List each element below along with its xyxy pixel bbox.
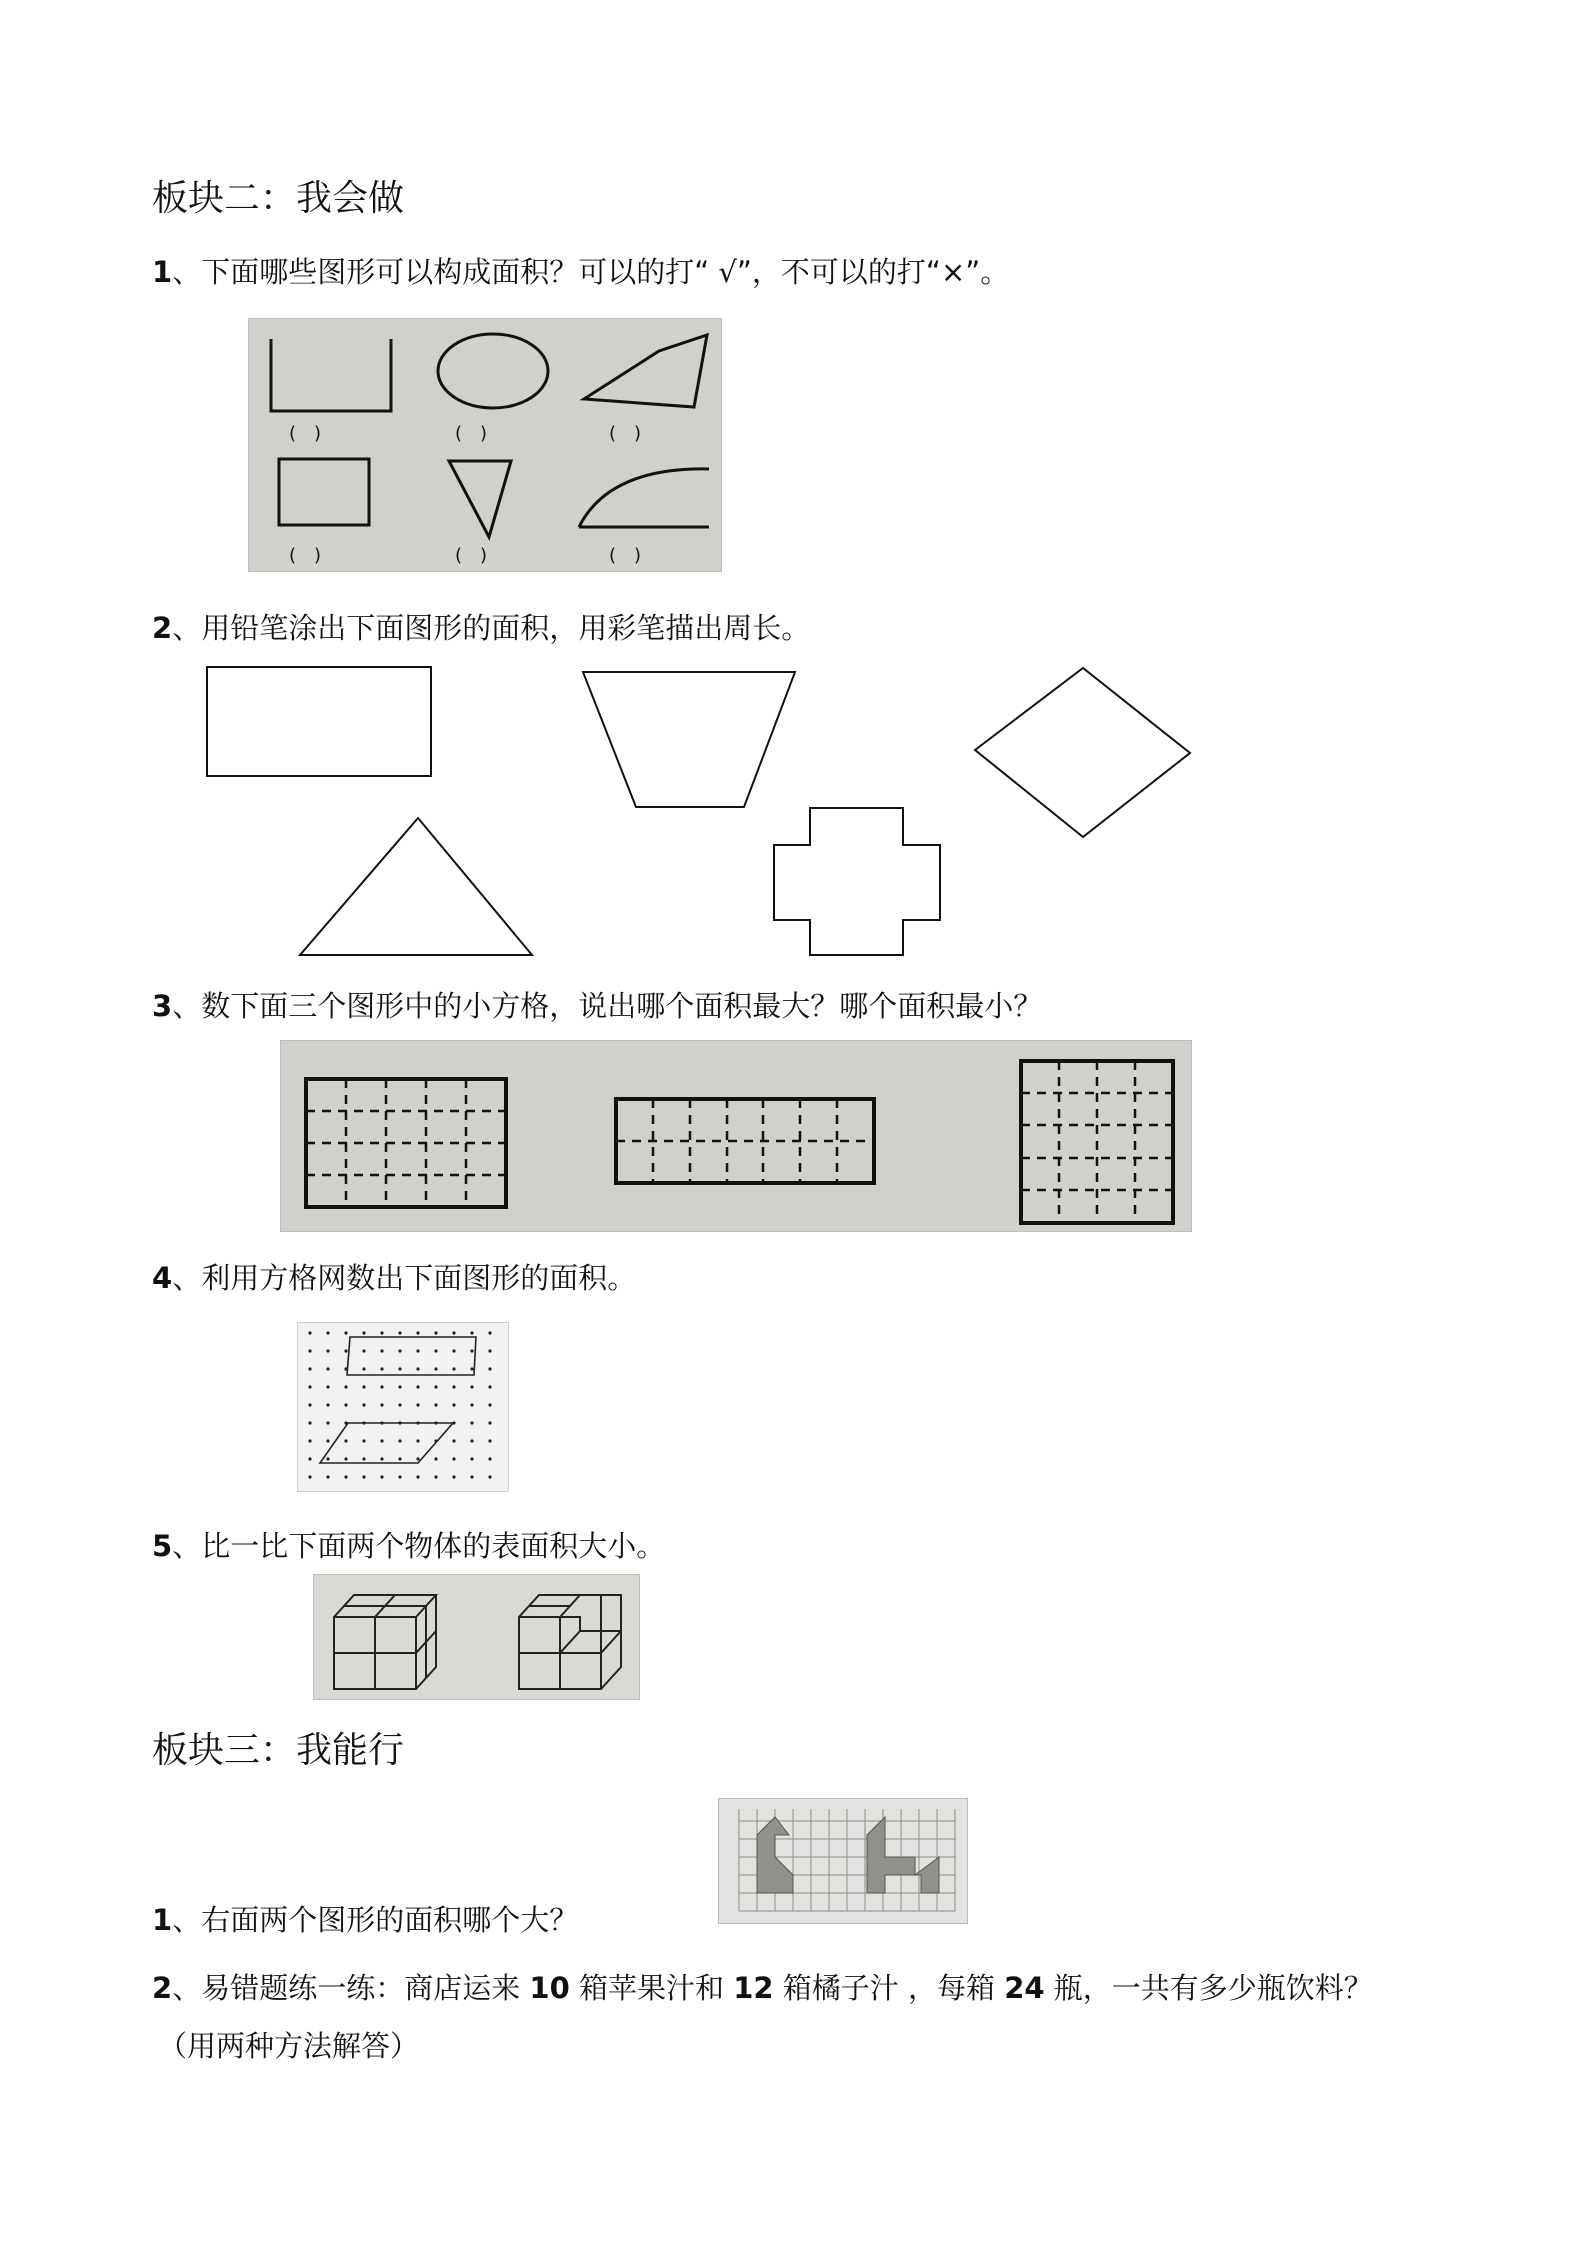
outline-rhombus (975, 668, 1190, 837)
grid-dot (488, 1421, 491, 1424)
answer-blank[interactable]: ( ) (609, 423, 642, 444)
grid-dot (416, 1475, 419, 1478)
grid-dot (380, 1439, 383, 1442)
question-text-part: 箱橘子汁 ，每箱 (773, 1971, 1005, 2005)
grid-dot (434, 1403, 437, 1406)
grid-dot (380, 1457, 383, 1460)
grid-dot (344, 1403, 347, 1406)
grid-dot (308, 1385, 311, 1388)
grid-dot (308, 1421, 311, 1424)
grid-dot (380, 1331, 383, 1334)
grid-dot (326, 1457, 329, 1460)
outline-rectangle (207, 667, 431, 776)
grid-dot (470, 1367, 473, 1370)
grid-dot (488, 1439, 491, 1442)
grid-dot (398, 1457, 401, 1460)
grid-dot (470, 1331, 473, 1334)
grid-dot (416, 1403, 419, 1406)
grid-dot (380, 1349, 383, 1352)
grid-dot (434, 1349, 437, 1352)
outline-cross (774, 808, 940, 955)
grid-dot (434, 1457, 437, 1460)
question-number: 2 (152, 1971, 173, 2005)
answer-blank[interactable]: ( ) (455, 545, 488, 566)
question-4 (152, 1256, 636, 1297)
grid-dot (470, 1457, 473, 1460)
grid-dot (326, 1403, 329, 1406)
grid-dot (398, 1331, 401, 1334)
question-number: 4 (152, 1261, 173, 1295)
question-note: （用两种方法解答） (158, 2029, 420, 2063)
grid-dot (398, 1403, 401, 1406)
answer-blank[interactable]: ( ) (455, 423, 488, 444)
grid-dot (398, 1475, 401, 1478)
grid-dot (380, 1367, 383, 1370)
grid-shape-right (867, 1817, 939, 1893)
grid-dot (452, 1457, 455, 1460)
question-5 (152, 1524, 665, 1565)
grid-dot (488, 1349, 491, 1352)
dot-grid-figure (298, 1323, 508, 1491)
cube-right (519, 1595, 621, 1689)
grid-dot (362, 1403, 365, 1406)
grid-dot (326, 1385, 329, 1388)
question-text-part: 瓶，一共有多少瓶饮料？ (1044, 1971, 1373, 2005)
answer-blank[interactable]: ( ) (289, 545, 322, 566)
grid-dot (470, 1385, 473, 1388)
grid-dot (452, 1331, 455, 1334)
question-number: 5 (152, 1529, 173, 1563)
grid-dot (470, 1421, 473, 1424)
outline-trapezoid (583, 672, 795, 807)
grid-dot (326, 1331, 329, 1334)
grid-figures-figure (719, 1799, 967, 1923)
grid-dot (452, 1385, 455, 1388)
grid-dot (308, 1403, 311, 1406)
grid-dot (434, 1385, 437, 1388)
grid-dot (308, 1475, 311, 1478)
outline-shapes (0, 0, 1587, 1000)
grid-dot (326, 1349, 329, 1352)
grid-dot (416, 1457, 419, 1460)
dot-grid-photo (297, 1322, 509, 1492)
grid-dot (326, 1421, 329, 1424)
grid-dot (488, 1331, 491, 1334)
grid-dot (344, 1475, 347, 1478)
grid-dot (416, 1367, 419, 1370)
grid-dot (326, 1367, 329, 1370)
cube-left (334, 1595, 436, 1689)
question-text-part: 、易错题练一练：商店运来 (172, 1971, 530, 2005)
grid-dot (434, 1331, 437, 1334)
answer-blank[interactable]: ( ) (609, 545, 642, 566)
question-text: 、数下面三个图形中的小方格，说出哪个面积最大？哪个面积最小？ (172, 989, 1043, 1023)
question-text: 、用铅笔涂出下面图形的面积，用彩笔描出周长。 (172, 611, 811, 645)
grid-shape-left (757, 1817, 793, 1893)
grid-dot (488, 1403, 491, 1406)
grid-dot (470, 1403, 473, 1406)
grid-dot (398, 1439, 401, 1442)
cubes-figure (314, 1575, 639, 1699)
number-value: 12 (733, 1971, 774, 2005)
grid-dot (488, 1385, 491, 1388)
grid-dot (398, 1349, 401, 1352)
grid-dot (362, 1439, 365, 1442)
grid-figures-photo (718, 1798, 968, 1924)
grid-dot (452, 1475, 455, 1478)
grid-dot (488, 1457, 491, 1460)
question-6 (152, 1898, 578, 1939)
grid-dot (434, 1475, 437, 1478)
grid-dot (452, 1439, 455, 1442)
grid-dot (344, 1349, 347, 1352)
grid-dot (416, 1385, 419, 1388)
grid-dot (470, 1349, 473, 1352)
grid-dot (470, 1439, 473, 1442)
number-value: 24 (1004, 1971, 1045, 2005)
question-text: 、利用方格网数出下面图形的面积。 (172, 1261, 637, 1295)
grid-dot (326, 1439, 329, 1442)
question-3 (152, 984, 1042, 1025)
question-number: 2 (152, 611, 173, 645)
cubes-photo (313, 1574, 640, 1700)
grid-dot (452, 1403, 455, 1406)
grid-dot (344, 1457, 347, 1460)
outline-triangle (300, 818, 532, 955)
grid-dot (362, 1457, 365, 1460)
dot-grid-rectangle (347, 1337, 476, 1375)
grid-dot (308, 1439, 311, 1442)
grid-dot (362, 1331, 365, 1334)
question-number: 3 (152, 989, 173, 1023)
grid-dot (398, 1367, 401, 1370)
question-text: 、下面哪些图形可以构成面积？可以的打“ √”，不可以的打“×”。 (172, 255, 1010, 289)
grid-dot (362, 1385, 365, 1388)
grid-dot (398, 1385, 401, 1388)
grid-dot (308, 1331, 311, 1334)
grid-dot (326, 1475, 329, 1478)
grid-dot (488, 1367, 491, 1370)
grid-dot (452, 1367, 455, 1370)
grid-rectangles-figure (281, 1041, 1191, 1231)
dot-grid-parallelogram (320, 1423, 453, 1463)
grid-dot (380, 1385, 383, 1388)
grid-dot (362, 1475, 365, 1478)
grid-dot (308, 1367, 311, 1370)
grid-dot (452, 1349, 455, 1352)
question-number: 1 (152, 1903, 173, 1937)
grid-dot (344, 1331, 347, 1334)
question-number: 1 (152, 255, 173, 289)
question-text: 、右面两个图形的面积哪个大？ (172, 1903, 579, 1937)
question-text-part: 箱苹果汁和 (569, 1971, 734, 2005)
grid-dot (380, 1475, 383, 1478)
grid-dot (416, 1331, 419, 1334)
grid-dot (434, 1367, 437, 1370)
answer-blank[interactable]: ( ) (289, 423, 322, 444)
grid-dot (362, 1367, 365, 1370)
grid-dot (344, 1439, 347, 1442)
grid-dot (488, 1475, 491, 1478)
grid-dot (362, 1349, 365, 1352)
grid-dot (470, 1475, 473, 1478)
grid-rectangles-photo (280, 1040, 1192, 1232)
section-title: 板块二：我会做 (152, 178, 405, 219)
grid-dot (416, 1349, 419, 1352)
grid-dot (416, 1439, 419, 1442)
grid-dot (308, 1349, 311, 1352)
grid-dot (344, 1385, 347, 1388)
grid-dot (380, 1403, 383, 1406)
number-value: 10 (529, 1971, 570, 2005)
question-7 (152, 1966, 1373, 2007)
grid-dot (308, 1457, 311, 1460)
section-title: 板块三：我能行 (152, 1730, 405, 1771)
question-text: 、比一比下面两个物体的表面积大小。 (172, 1529, 666, 1563)
